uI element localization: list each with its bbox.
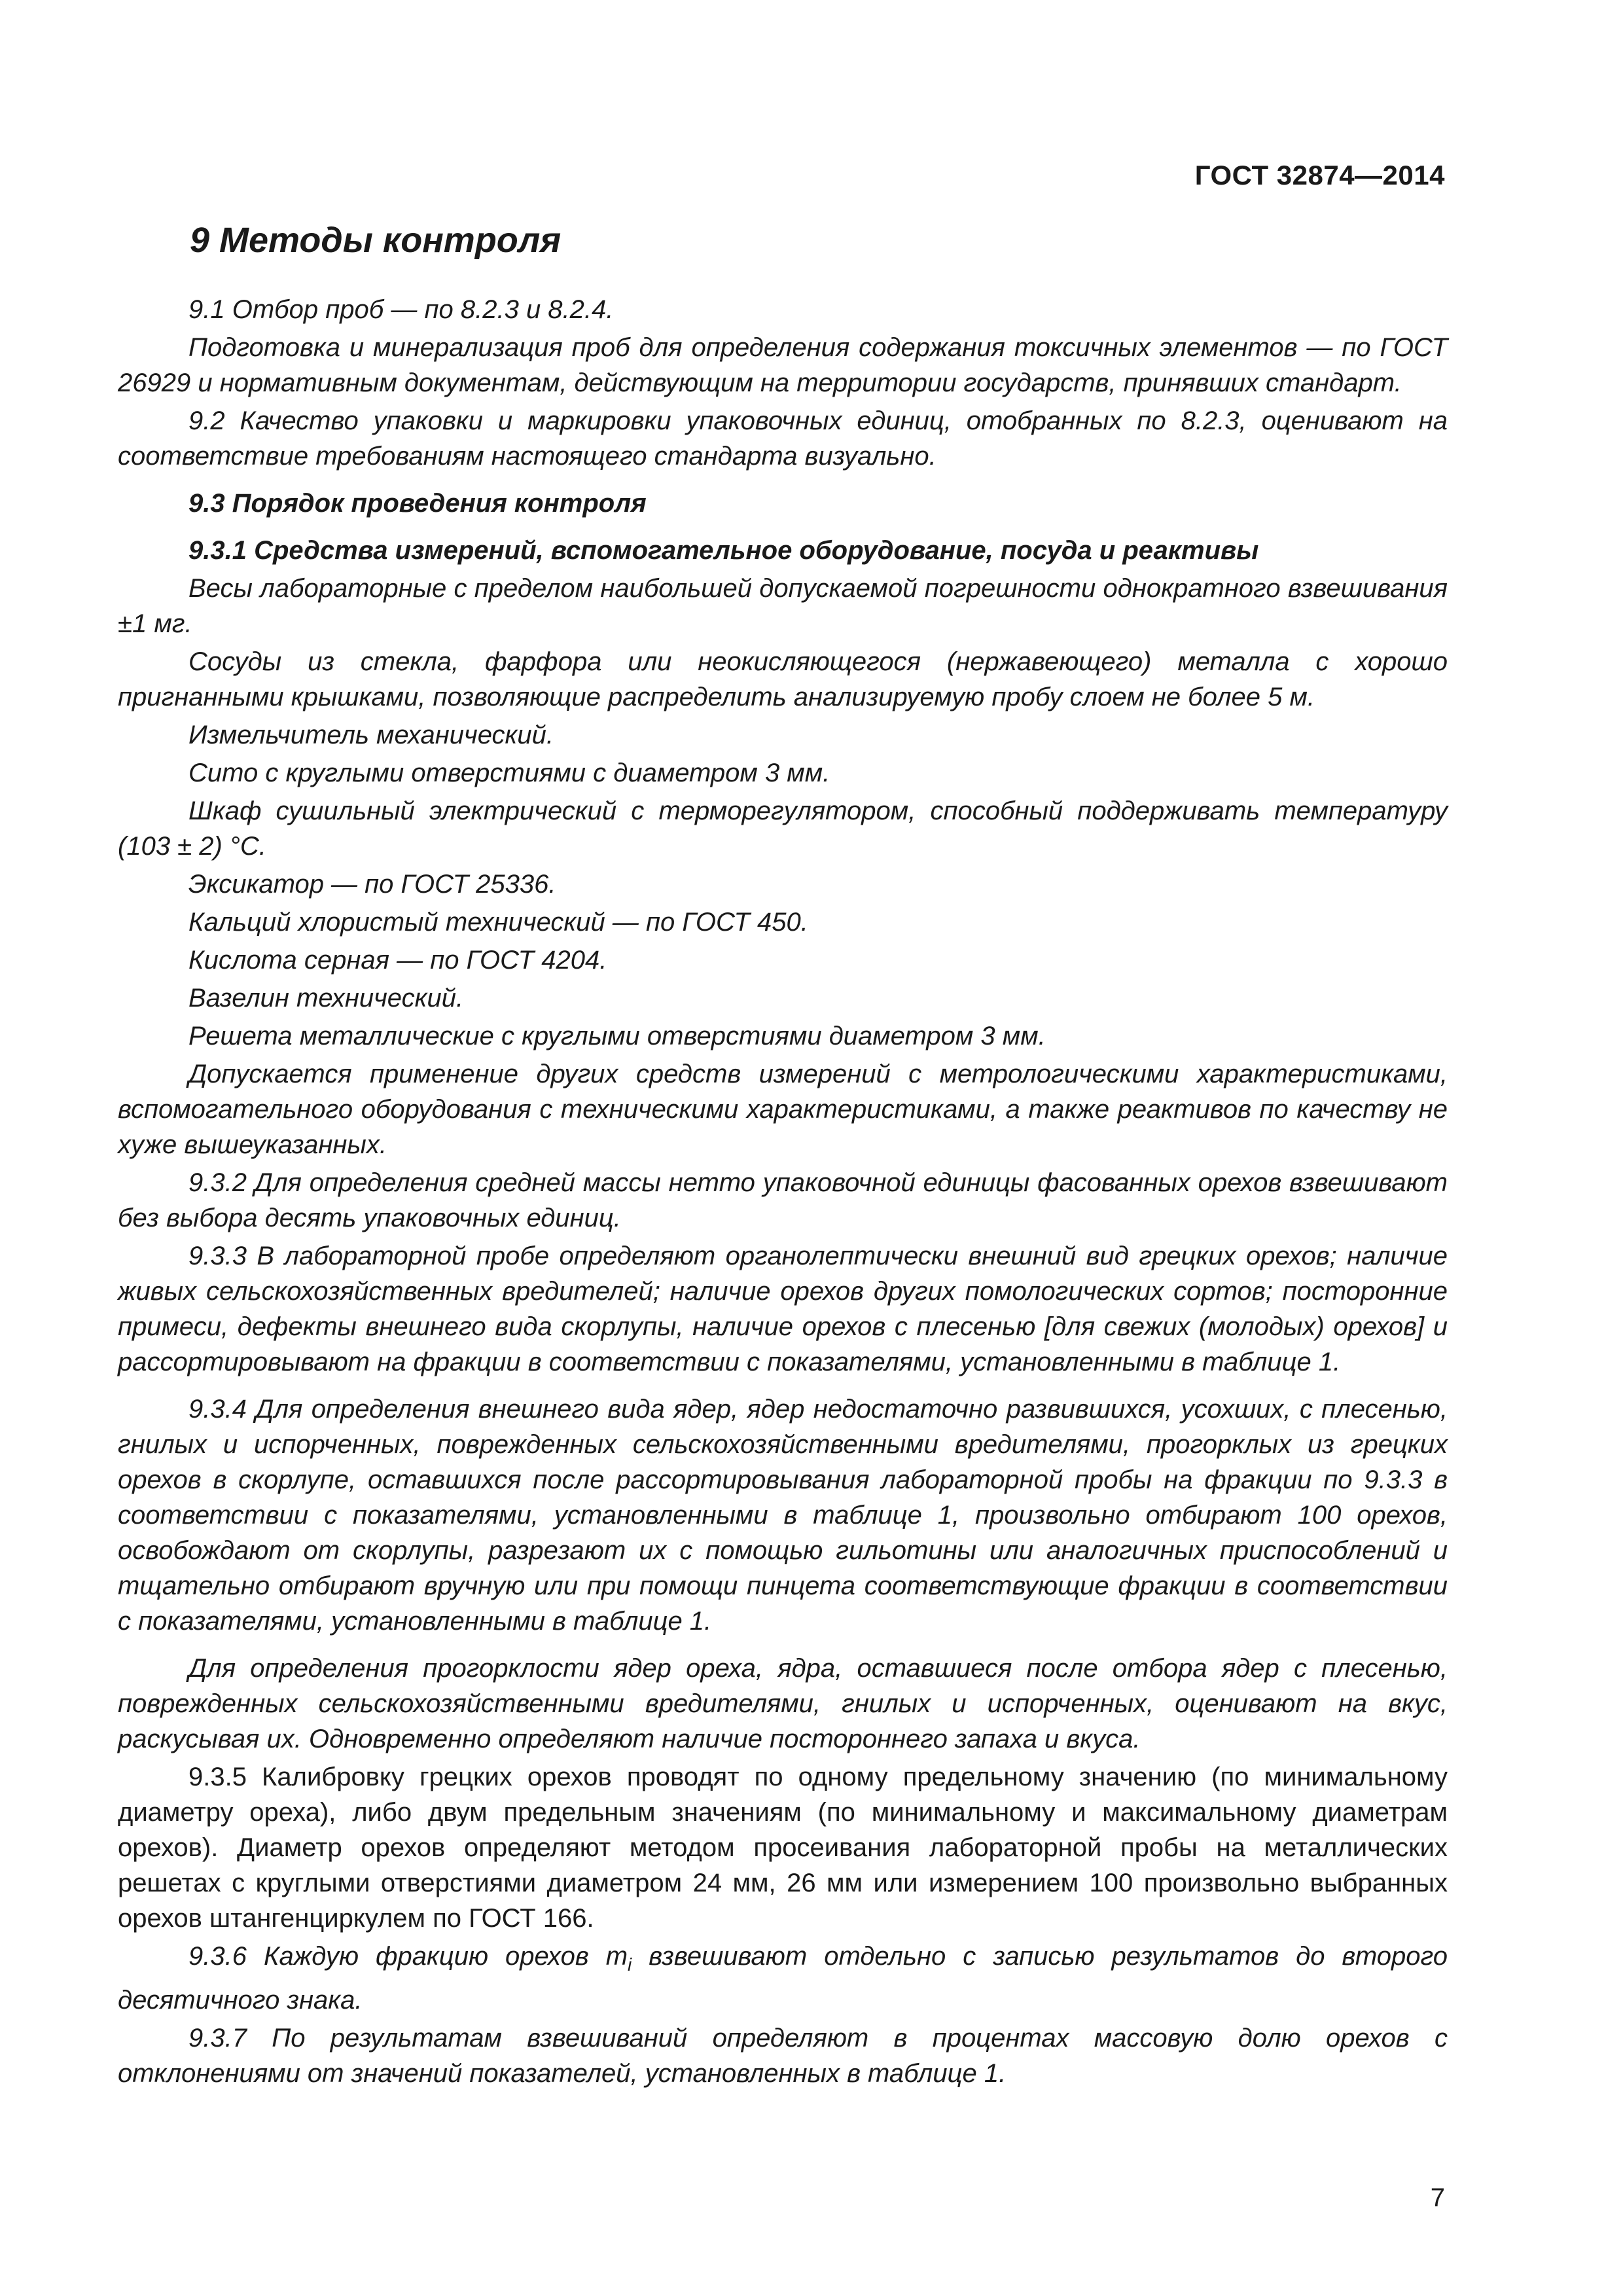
standard-code: ГОСТ 32874—2014 — [1194, 160, 1445, 190]
paragraph-rancidity: Для определения прогорклости ядер ореха, ядра, оставшиеся после отбора ядер с плесенью, поврежденных сельскохозяйственными вредителями, гнилых и испорченных, оценивают на вкус, раскусывая их. Одновременно определяют наличие постороннего запаха и вкуса. — [118, 1654, 1448, 1753]
paragraph-vaseline: Вазелин технический. — [188, 984, 464, 1013]
paragraph-desiccator: Эксикатор — по ГОСТ 25336. — [188, 870, 556, 899]
paragraph-9-3-6-end: взвешивают отдельно с записью результатов до второго десятичного знака. — [118, 1942, 1448, 2015]
paragraph-9-3-6 — [118, 1939, 1448, 2018]
paragraph-9-3-3: 9.3.3 В лабораторной пробе определяют органолептически внешний вид грецких орехов; наличие живых сельскохозяйственных вредителей; наличие орехов других помологических сортов; посторонние примеси, дефекты внешнего вида скорлупы, наличие орехов с плесенью [для свежих (молодых) орехов] и рассортировывают на фракции в соответствии с показателями, установленными в таблице 1. — [118, 1242, 1448, 1376]
paragraph-9-3-7: 9.3.7 По результатам взвешиваний определяют в процентах массовую долю орехов с отклонениями от значений показателей, установленных в таблице 1. — [118, 2024, 1448, 2088]
paragraph-vessels: Сосуды из стекла, фарфора или неокисляющегося (нержавеющего) металла с хорошо пригнанными крышками, позволяющие распределить анализируемую пробу слоем не более 5 м. — [118, 647, 1448, 711]
paragraph-9-3-4: 9.3.4 Для определения внешнего вида ядер, ядер недостаточно развившихся, усохших, с плесенью, гнилых и испорченных, поврежденных сельскохозяйственными вредителями, прогорклых из грецких орехов в скорлупе, оставшихся после рассортировывания лабораторной пробы на фракции по 9.3.3 в соответствии с показателями, установленными в таблице 1, произвольно отбирают 100 орехов, освобождают от скорлупы, разрезают их с помощью гильотины или аналогичных приспособлений и тщательно отбирают вручную или при помощи пинцета соответствующие фракции в соответствии с показателями, установленными в таблице 1. — [118, 1395, 1448, 1636]
section-title: 9 Методы контроля — [190, 221, 562, 260]
paragraph-alternatives: Допускается применение других средств измерений с метрологическими характеристиками, вспомогательного оборудования с техническими характеристиками, а также реактивов по качеству не хуже вышеуказанных. — [118, 1060, 1448, 1159]
paragraph-9-3-6-start: 9.3.6 Каждую фракцию орехов m — [188, 1942, 628, 1971]
heading-9-3-1: 9.3.1 Средства измерений, вспомогательное оборудование, посуда и реактивы — [188, 536, 1259, 565]
subscript-i: i — [628, 1954, 632, 1975]
paragraph-oven: Шкаф сушильный электрический с терморегулятором, способный поддерживать температуру (103 ± 2) °С. — [118, 797, 1448, 861]
page-content — [118, 220, 1448, 2094]
page-number: 7 — [1430, 2183, 1445, 2212]
paragraph-sulfuric-acid: Кислота серная — по ГОСТ 4204. — [188, 946, 607, 975]
paragraph-sieve: Сито с круглыми отверстиями с диаметром 3 мм. — [188, 759, 830, 787]
paragraph-scales: Весы лабораторные с пределом наибольшей допускаемой погрешности однократного взвешивания ±1 мг. — [118, 574, 1448, 638]
paragraph-sample-prep: Подготовка и минерализация проб для определения содержания токсичных элементов — по ГОСТ 26929 и нормативным документам, действующим на территории государств, принявших стандарт. — [118, 333, 1448, 397]
heading-9-3: 9.3 Порядок проведения контроля — [188, 489, 647, 518]
paragraph-grinder: Измельчитель механический. — [188, 721, 554, 749]
paragraph-9-2: 9.2 Качество упаковки и маркировки упаковочных единиц, отобранных по 8.2.3, оценивают на соответствие требованиям настоящего стандарта визуально. — [118, 406, 1448, 471]
paragraph-calcium-chloride: Кальций хлористый технический — по ГОСТ 450. — [188, 908, 808, 937]
paragraph-9-3-5: 9.3.5 Калибровку грецких орехов проводят по одному предельному значению (по минимальному диаметру ореха), либо двум предельным значениям (по минимальному и максимальному диаметрам орехов). Диаметр орехов определяют методом просеивания лабораторной пробы на металлических решетах с круглыми отверстиями диаметром 24 мм, 26 мм или измерением 100 произвольно выбранных орехов штангенциркулем по ГОСТ 166. — [118, 1763, 1448, 1933]
paragraph-9-3-2: 9.3.2 Для определения средней массы нетто упаковочной единицы фасованных орехов взвешивают без выбора десять упаковочных единиц. — [118, 1168, 1448, 1232]
paragraph-9-1: 9.1 Отбор проб — по 8.2.3 и 8.2.4. — [188, 295, 614, 324]
paragraph-metal-screens: Решета металлические с круглыми отверстиями диаметром 3 мм. — [188, 1022, 1046, 1050]
